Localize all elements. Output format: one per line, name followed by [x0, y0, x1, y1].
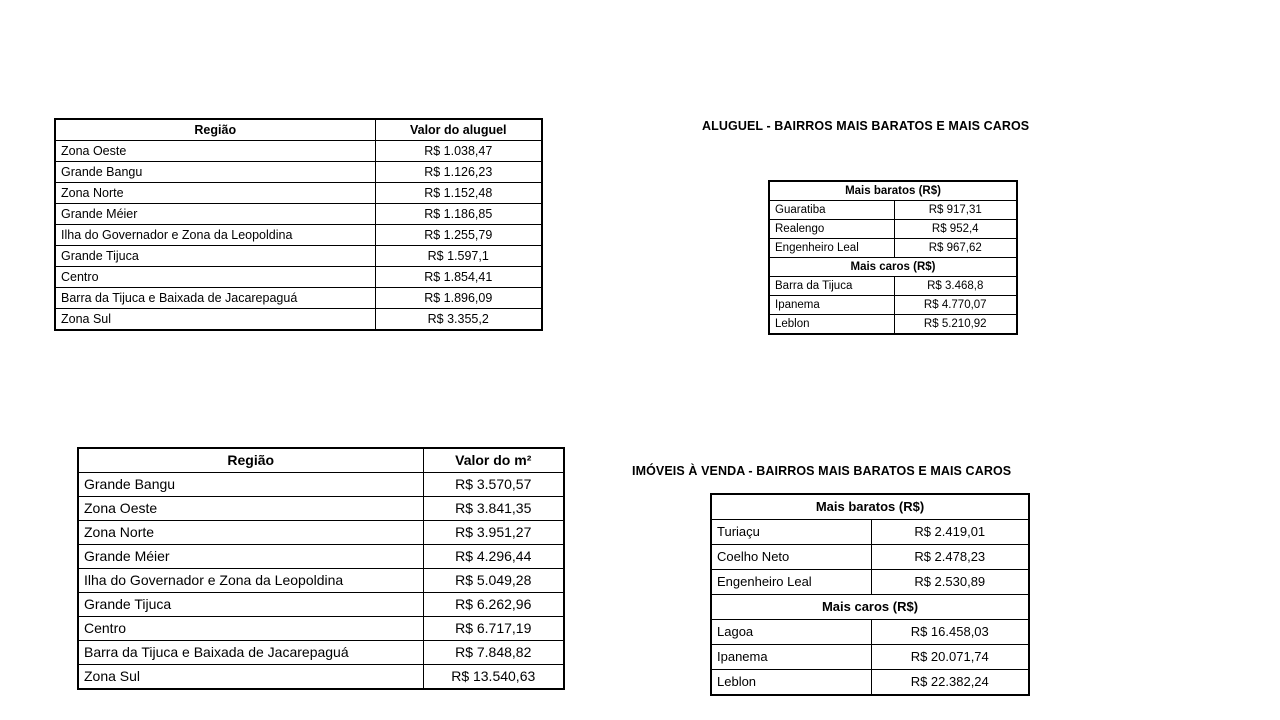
table-row — [78, 593, 564, 617]
rent-neighborhoods-body — [769, 181, 1017, 334]
table-row — [55, 183, 542, 204]
row-value: R$ 4.296,44 — [423, 545, 564, 569]
row-value: R$ 3.841,35 — [423, 497, 564, 521]
column-header-regiao: Região — [78, 448, 423, 473]
table-row — [55, 246, 542, 267]
sale-neighborhoods-body — [711, 494, 1029, 695]
rent-neighborhoods-table — [768, 180, 1018, 335]
group-header-mais-baratos: Mais baratos (R$) — [769, 181, 1017, 201]
column-header-valor-aluguel: Valor do aluguel — [375, 119, 542, 141]
row-value: R$ 1.854,41 — [375, 267, 542, 288]
row-label: Grande Tijuca — [78, 593, 423, 617]
table-row — [769, 277, 1017, 296]
row-label: Coelho Neto — [711, 545, 871, 570]
table-row — [769, 239, 1017, 258]
table-row — [769, 315, 1017, 335]
row-label: Zona Norte — [55, 183, 375, 204]
table-row — [55, 204, 542, 225]
sale-neighborhoods-table-panel — [710, 493, 1028, 696]
row-label: Leblon — [711, 670, 871, 696]
row-value: R$ 6.262,96 — [423, 593, 564, 617]
row-value: R$ 1.126,23 — [375, 162, 542, 183]
table-row — [55, 267, 542, 288]
rent-by-region-table — [54, 118, 543, 331]
row-label: Centro — [78, 617, 423, 641]
row-label: Centro — [55, 267, 375, 288]
row-value: R$ 7.848,82 — [423, 641, 564, 665]
rent-neighborhoods-table-panel — [768, 180, 1016, 335]
row-value: R$ 20.071,74 — [871, 645, 1029, 670]
row-value: R$ 3.951,27 — [423, 521, 564, 545]
rent-by-region-body — [55, 141, 542, 331]
column-header-valor-m2: Valor do m² — [423, 448, 564, 473]
row-value: R$ 1.255,79 — [375, 225, 542, 246]
row-value: R$ 3.468,8 — [894, 277, 1017, 296]
table-row — [711, 520, 1029, 545]
row-label: Grande Bangu — [78, 473, 423, 497]
row-label: Lagoa — [711, 620, 871, 645]
group-header-mais-caros: Mais caros (R$) — [711, 595, 1029, 620]
row-label: Realengo — [769, 220, 894, 239]
row-label: Barra da Tijuca — [769, 277, 894, 296]
row-label: Zona Oeste — [55, 141, 375, 162]
row-label: Leblon — [769, 315, 894, 335]
row-value: R$ 1.186,85 — [375, 204, 542, 225]
row-label: Ipanema — [769, 296, 894, 315]
table-header-row — [78, 448, 564, 473]
row-label: Engenheiro Leal — [711, 570, 871, 595]
group-header-mais-baratos: Mais baratos (R$) — [711, 494, 1029, 520]
rent-neighborhoods-title: ALUGUEL - BAIRROS MAIS BARATOS E MAIS CAROS — [702, 119, 1030, 133]
row-value: R$ 1.597,1 — [375, 246, 542, 267]
table-row — [78, 665, 564, 690]
row-value: R$ 1.152,48 — [375, 183, 542, 204]
row-label: Guaratiba — [769, 201, 894, 220]
table-row — [769, 220, 1017, 239]
row-value: R$ 3.570,57 — [423, 473, 564, 497]
rent-by-region-table-panel — [54, 118, 541, 331]
row-label: Ipanema — [711, 645, 871, 670]
group-header-mais-caros: Mais caros (R$) — [769, 258, 1017, 277]
table-row — [78, 473, 564, 497]
row-value: R$ 5.049,28 — [423, 569, 564, 593]
table-row — [78, 641, 564, 665]
table-row — [769, 296, 1017, 315]
row-value: R$ 1.896,09 — [375, 288, 542, 309]
row-value: R$ 2.419,01 — [871, 520, 1029, 545]
table-row — [711, 670, 1029, 696]
row-label: Zona Sul — [55, 309, 375, 331]
row-value: R$ 2.478,23 — [871, 545, 1029, 570]
table-group-header-row — [769, 258, 1017, 277]
table-row — [55, 288, 542, 309]
table-group-header-row — [769, 181, 1017, 201]
row-value: R$ 3.355,2 — [375, 309, 542, 331]
table-row — [55, 162, 542, 183]
row-value: R$ 1.038,47 — [375, 141, 542, 162]
column-header-regiao: Região — [55, 119, 375, 141]
sale-neighborhoods-table — [710, 493, 1030, 696]
table-row — [769, 201, 1017, 220]
table-row — [55, 141, 542, 162]
row-label: Barra da Tijuca e Baixada de Jacarepaguá — [55, 288, 375, 309]
row-value: R$ 22.382,24 — [871, 670, 1029, 696]
table-row — [711, 570, 1029, 595]
sale-by-region-table-panel — [77, 447, 563, 690]
table-row — [55, 309, 542, 331]
sale-neighborhoods-title: IMÓVEIS À VENDA - BAIRROS MAIS BARATOS E MAIS CAROS — [632, 464, 1012, 478]
sale-by-region-table — [77, 447, 565, 690]
row-label: Grande Bangu — [55, 162, 375, 183]
row-label: Zona Sul — [78, 665, 423, 690]
table-row — [78, 497, 564, 521]
row-label: Grande Méier — [55, 204, 375, 225]
row-value: R$ 2.530,89 — [871, 570, 1029, 595]
row-label: Ilha do Governador e Zona da Leopoldina — [78, 569, 423, 593]
table-row — [711, 620, 1029, 645]
table-row — [711, 645, 1029, 670]
row-label: Grande Méier — [78, 545, 423, 569]
table-row — [78, 617, 564, 641]
row-value: R$ 917,31 — [894, 201, 1017, 220]
table-row — [78, 521, 564, 545]
table-header-row — [55, 119, 542, 141]
row-label: Barra da Tijuca e Baixada de Jacarepaguá — [78, 641, 423, 665]
row-value: R$ 13.540,63 — [423, 665, 564, 690]
row-value: R$ 6.717,19 — [423, 617, 564, 641]
table-row — [55, 225, 542, 246]
row-label: Grande Tijuca — [55, 246, 375, 267]
table-group-header-row — [711, 494, 1029, 520]
row-value: R$ 4.770,07 — [894, 296, 1017, 315]
row-value: R$ 5.210,92 — [894, 315, 1017, 335]
table-row — [78, 569, 564, 593]
row-label: Zona Oeste — [78, 497, 423, 521]
row-value: R$ 16.458,03 — [871, 620, 1029, 645]
row-label: Ilha do Governador e Zona da Leopoldina — [55, 225, 375, 246]
row-value: R$ 952,4 — [894, 220, 1017, 239]
table-row — [711, 545, 1029, 570]
row-label: Zona Norte — [78, 521, 423, 545]
table-row — [78, 545, 564, 569]
row-label: Turiaçu — [711, 520, 871, 545]
row-value: R$ 967,62 — [894, 239, 1017, 258]
table-group-header-row — [711, 595, 1029, 620]
sale-by-region-body — [78, 473, 564, 690]
row-label: Engenheiro Leal — [769, 239, 894, 258]
